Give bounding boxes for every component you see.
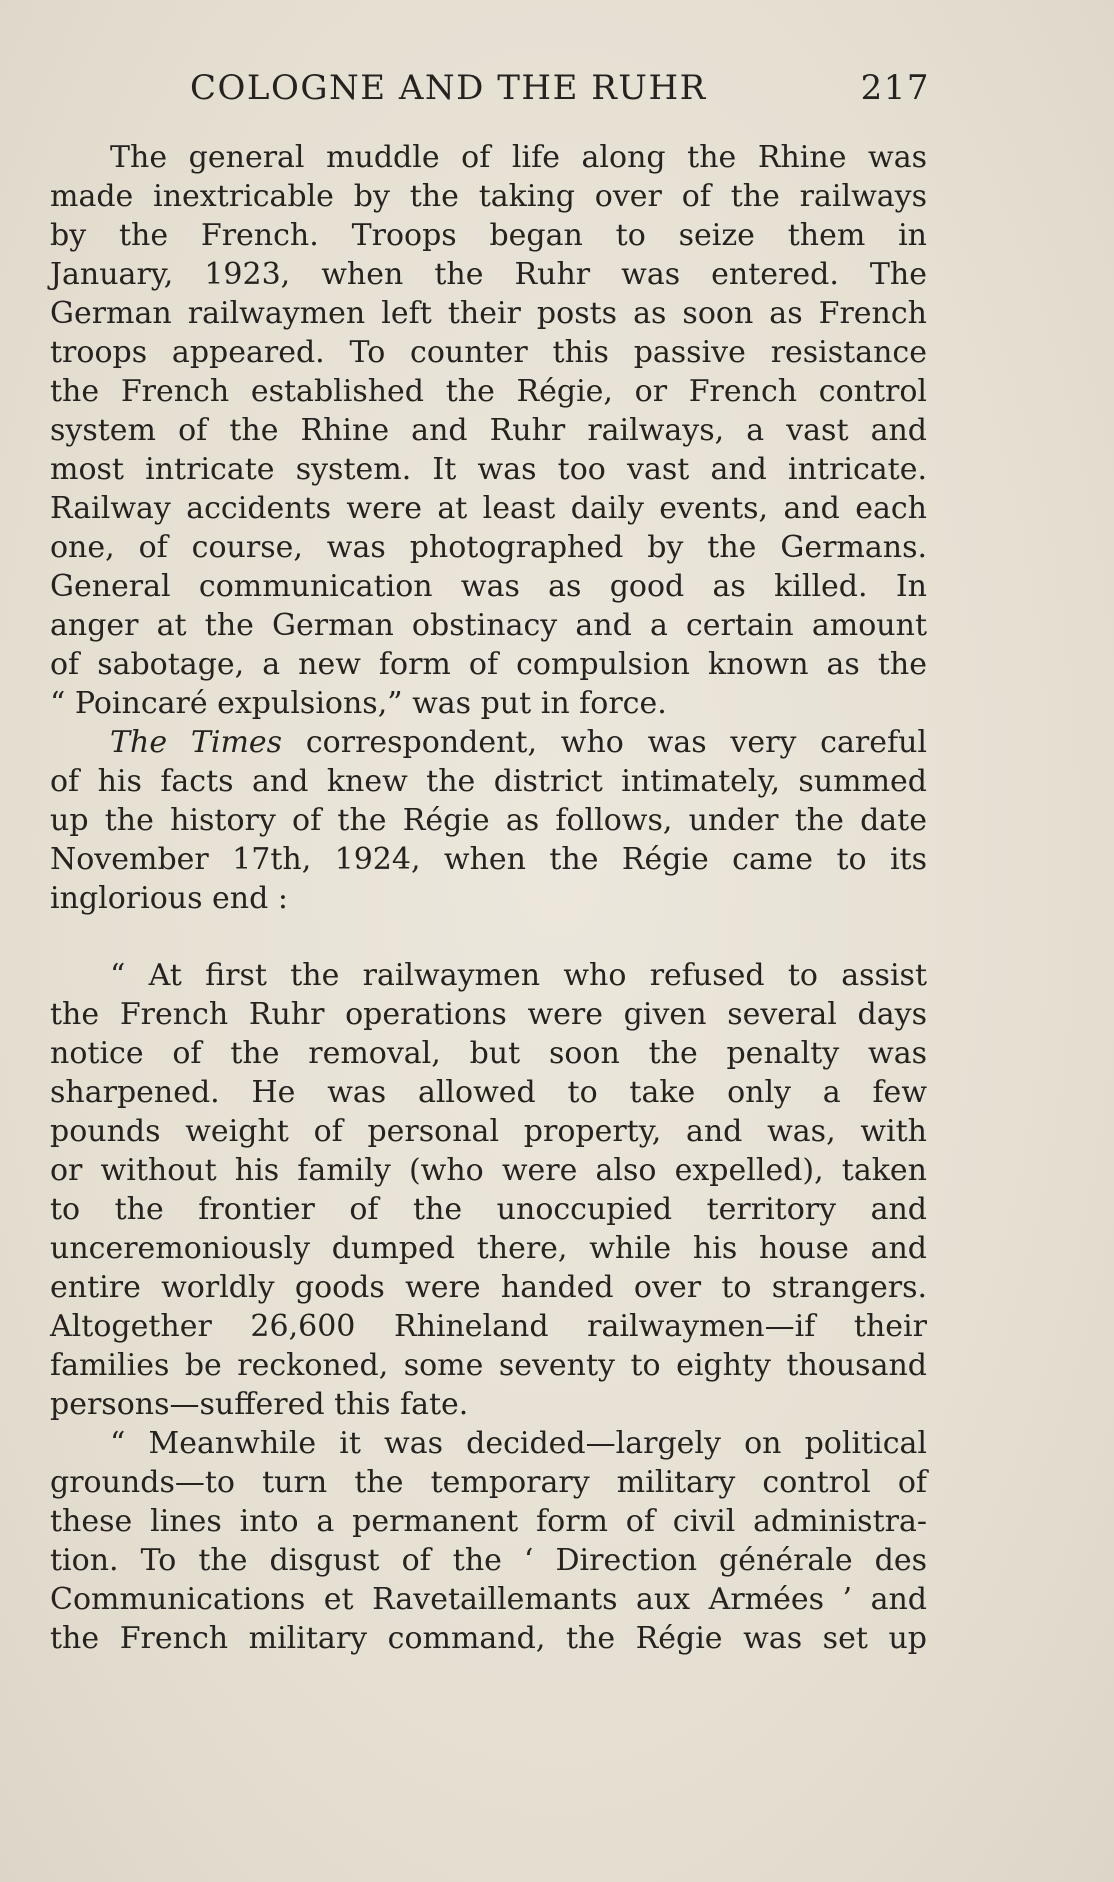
page-number: 217 xyxy=(860,68,930,108)
text-line: most intricate system. It was too vast and intricate. xyxy=(50,452,927,487)
text-line: system of the Rhine and Ruhr railways, a vast and xyxy=(50,413,927,448)
body-text xyxy=(50,138,927,1658)
text-line: made inextricable by the taking over of the railways xyxy=(50,179,927,214)
text-line: sharpened. He was allowed to take only a few xyxy=(50,1075,927,1110)
text-line: November 17th, 1924, when the Régie came to its xyxy=(50,842,927,877)
text-line: the French established the Régie, or French control xyxy=(50,374,927,409)
text-line: anger at the German obstinacy and a certain amount xyxy=(50,608,927,643)
text-line: entire worldly goods were handed over to strangers. xyxy=(50,1270,927,1305)
text-fragment: correspondent, who was very careful xyxy=(282,725,927,760)
text-line: Railway accidents were at least daily events, and each xyxy=(50,491,927,526)
text-line: unceremoniously dumped there, while his house and xyxy=(50,1231,927,1266)
paragraph-times-correspondent xyxy=(50,723,927,918)
text-line: or without his family (who were also expelled), taken xyxy=(50,1153,927,1188)
quote-paragraph-expulsions xyxy=(50,956,927,1424)
text-line: up the history of the Régie as follows, under the date xyxy=(50,803,927,838)
text-line: grounds—to turn the temporary military control of xyxy=(50,1465,927,1500)
text-line: these lines into a permanent form of civil administra- xyxy=(50,1504,927,1539)
newspaper-title: The Times xyxy=(110,725,283,760)
text-line: notice of the removal, but soon the penalty was xyxy=(50,1036,927,1071)
text-line: German railwaymen left their posts as soon as French xyxy=(50,296,927,331)
text-line: of sabotage, a new form of compulsion known as the xyxy=(50,647,927,682)
text-line: persons—suffered this fate. xyxy=(50,1387,469,1422)
text-line: Communications et Ravetaillemants aux Armées ’ and xyxy=(50,1582,927,1617)
text-line: troops appeared. To counter this passive resistance xyxy=(50,335,927,370)
text-line: tion. To the disgust of the ‘ Direction générale des xyxy=(50,1543,927,1578)
text-line: families be reckoned, some seventy to eighty thousand xyxy=(50,1348,927,1383)
text-line: to the frontier of the unoccupied territory and xyxy=(50,1192,927,1227)
text-line: “ Meanwhile it was decided—largely on political xyxy=(110,1426,927,1461)
running-title: COLOGNE AND THE RUHR xyxy=(190,68,707,108)
text-line: of his facts and knew the district intimately, summed xyxy=(50,764,927,799)
text-line: pounds weight of personal property, and was, with xyxy=(50,1114,927,1149)
text-line: by the French. Troops began to seize them in xyxy=(50,218,927,253)
text-line: the French Ruhr operations were given several days xyxy=(50,997,927,1032)
quote-paragraph-regie xyxy=(50,1424,927,1658)
text-line: one, of course, was photographed by the Germans. xyxy=(50,530,927,565)
text-line: The general muddle of life along the Rhine was xyxy=(110,140,927,175)
text-line: “ At first the railwaymen who refused to assist xyxy=(110,958,927,993)
text-line: January, 1923, when the Ruhr was entered. The xyxy=(50,257,927,292)
paragraph-railway-takeover xyxy=(50,138,927,723)
text-line: inglorious end : xyxy=(50,881,288,916)
text-line: Altogether 26,600 Rhineland railwaymen—if their xyxy=(50,1309,927,1344)
text-line xyxy=(50,723,927,762)
text-line: the French military command, the Régie was set up xyxy=(50,1621,927,1656)
text-line: “ Poincaré expulsions,” was put in force. xyxy=(50,686,667,721)
text-line: General communication was as good as killed. In xyxy=(50,569,927,604)
section-gap xyxy=(50,918,927,956)
running-head xyxy=(190,68,930,118)
